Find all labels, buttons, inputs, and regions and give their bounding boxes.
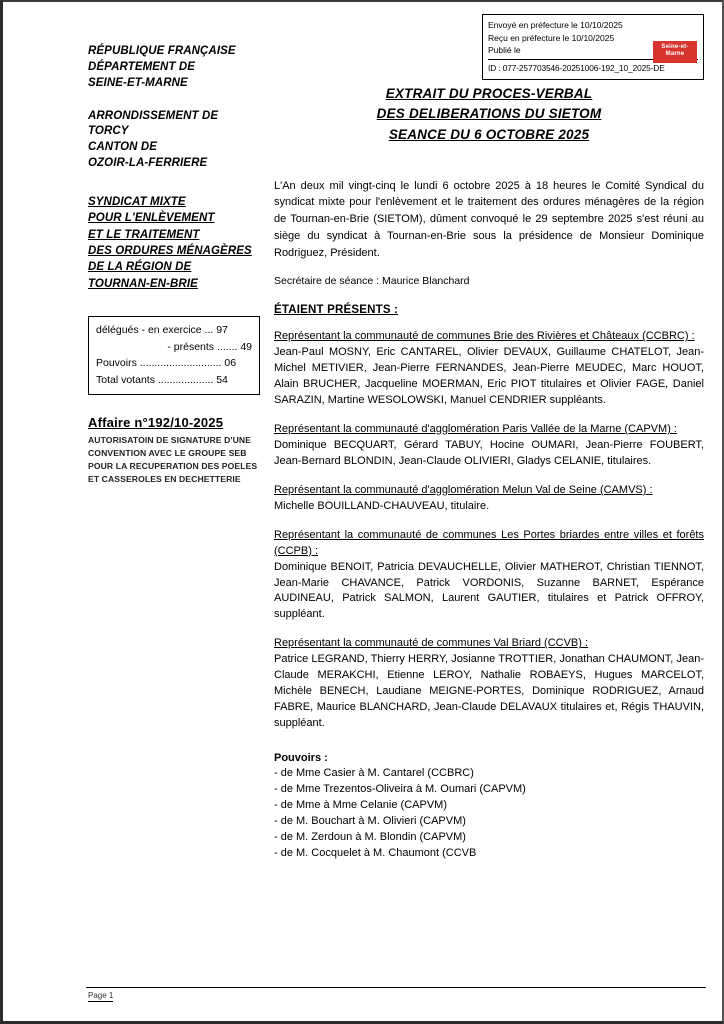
arrondissement-line-4: OZOIR-LA-FERRIERE (88, 157, 208, 170)
syndicat-line-6: TOURNAN-EN-BRIE (88, 277, 198, 290)
pouvoir-item: - de M. Bouchart à M. Olivieri (CAPVM) (274, 814, 466, 827)
delegues-en-exercice: délégués - en exercice ... 97 (96, 323, 228, 336)
arrondissement-header (88, 109, 273, 172)
delegues-presents: - présents ....... 49 (167, 340, 252, 353)
group-ccvb-members: Patrice LEGRAND, Thierry HERRY, Josianne TROTTIER, Jonathan CHAUMONT, Jean-Claude MERAKCHI, Etienne LEROY, Nathalie ROBAEYS, Hugues MARCELOT, Michèle BENECH, Laudiane MEIGNE-PORTES, Dominique RODRIGUEZ, Arnaud FABRE, Maurice BLANCHARD, Jean-Claude DELAVAUX titulaires et, Régis THAUVIN, suppléant. (274, 653, 704, 730)
group-ccpb-members: Dominique BENOIT, Patricia DEVAUCHELLE, Olivier MATHEROT, Christian TIENNOT, Jean-Marie CHAVANCE, Patrick VORDONIS, Suzanne BARNET, Espérance AUDINEAU, Patrick SALMON, Laurent GAUTIER, titulaires et Patrick OFFROY, suppléant. (274, 560, 704, 621)
page-number: Page 1 (88, 991, 114, 1000)
group-capvm-members: Dominique BECQUART, Gérard TABUY, Hocine OUMARI, Jean-Pierre FOUBERT, Jean-Bernard BLONDIN, Jean-Claude OLIVIERI, Gladys CELANIE, titulaires. (274, 438, 704, 467)
footer-divider (86, 987, 706, 988)
arrondissement-line-3: CANTON DE (88, 141, 158, 154)
seine-et-marne-logo: Seine-et-Marne (653, 41, 697, 63)
arrondissement-line-1: ARRONDISSEMENT DE (88, 109, 219, 122)
group-ccbrc (274, 329, 704, 409)
group-ccbrc-heading: Représentant la communauté de communes Brie des Rivières et Châteaux (CCBRC) : (274, 330, 695, 343)
group-capvm-heading: Représentant la communauté d'agglomération Paris Vallée de la Marne (CAPVM) : (274, 423, 677, 436)
left-column (88, 44, 273, 486)
pouvoir-item: - de Mme Trezentos-Oliveira à M. Oumari (CAPVM) (274, 782, 526, 795)
group-camvs-members: Michelle BOUILLAND-CHAUVEAU, titulaire. (274, 499, 490, 512)
group-ccbrc-members: Jean-Paul MOSNY, Eric CANTAREL, Olivier DEVAUX, Guillaume CHATELOT, Jean-Michel METIVIER, Jean-Pierre FERNANDES, Jean-Pierre MEUDEC, Marc HOUOT, Alain BRUCHER, Jacqueline MOERMAN, Eric PIOT titulaires et Olivier FAGE, Daniel SARAZIN, Martine WESOLOWSKI, Manuel CENDRIER suppléants. (274, 346, 704, 407)
document-title-line-2: DES DELIBERATIONS DU SIETOM (376, 106, 602, 122)
pouvoirs-heading: Pouvoirs : (274, 751, 328, 764)
pouvoir-item: - de M. Cocquelet à M. Chaumont (CCVB (274, 846, 477, 859)
syndicat-line-1: SYNDICAT MIXTE (88, 196, 186, 209)
delegues-total-votants: Total votants ................... 54 (96, 373, 228, 386)
arrondissement-line-2: TORCY (88, 125, 129, 138)
syndicat-block (88, 194, 273, 292)
document-title-line-1: EXTRAIT DU PROCES-VERBAL (385, 86, 593, 101)
intro-paragraph: L'An deux mil vingt-cinq le lundi 6 octobre 2025 à 18 heures le Comité Syndical du syndicat mixte pour l'enlèvement et le traitement des ordures ménagères de la région de Tournan-en-Brie (SIETOM), dûment convoqué le 29 septembre 2025 s'est réuni au siège du syndicat à Tournan-en-Brie sous la présidence de Monsieur Dominique Rodriguez, Président. (274, 179, 704, 259)
group-ccvb-heading: Représentant la communauté de communes Val Briard (CCVB) : (274, 637, 589, 650)
stamp-line-received: Reçu en préfecture le 10/10/2025 (488, 32, 615, 43)
group-camvs (274, 483, 704, 515)
group-ccpb (274, 528, 704, 624)
group-camvs-heading: Représentant la communauté d'agglomération Melun Val de Seine (CAMVS) : (274, 483, 653, 496)
delegues-box (88, 316, 260, 395)
syndicat-line-5: DE LA RÉGION DE (88, 261, 192, 274)
republic-line-2: DÉPARTEMENT DE (88, 60, 196, 73)
pouvoir-item: - de Mme à Mme Celanie (CAPVM) (274, 798, 447, 811)
republic-header (88, 44, 273, 92)
syndicat-line-3: ET LE TRAITEMENT (88, 228, 200, 241)
stamp-line-sent: Envoyé en préfecture le 10/10/2025 (488, 20, 623, 30)
document-title (274, 84, 704, 145)
group-capvm (274, 422, 704, 470)
prefecture-stamp (482, 14, 704, 80)
stamp-line-published: Publié le (488, 45, 521, 56)
secretary-line: Secrétaire de séance : Maurice Blanchard (274, 275, 470, 288)
stamp-id: ID : 077-257703546-20251006-192_10_2025-DE (488, 59, 698, 74)
affaire-subject: AUTORISATOIN DE SIGNATURE D'UNE CONVENTION AVEC LE GROUPE SEB POUR LA RECUPERATION DES POELES ET CASSEROLES EN DECHETTERIE (88, 435, 258, 484)
group-ccpb-heading: Représentant la communauté de communes Les Portes briardes entre villes et forêts (CCPB) : (274, 528, 704, 557)
syndicat-line-2: POUR L'ENLÈVEMENT (88, 212, 215, 225)
affaire-block (88, 415, 264, 486)
document-title-line-3: SEANCE DU 6 OCTOBRE 2025 (388, 126, 590, 142)
syndicat-line-4: DES ORDURES MÉNAGÈRES (88, 245, 252, 257)
republic-line-3: SEINE-ET-MARNE (88, 76, 188, 89)
pouvoir-item: - de M. Zerdoun à M. Blondin (CAPVM) (274, 830, 466, 843)
affaire-number: Affaire n°192/10-2025 (88, 415, 224, 431)
delegues-pouvoirs: Pouvoirs ............................ 06 (96, 357, 237, 370)
republic-line-1: RÉPUBLIQUE FRANÇAISE (88, 45, 236, 57)
right-column (274, 84, 704, 862)
presents-heading: ÉTAIENT PRÉSENTS : (274, 304, 399, 317)
pouvoirs-list (274, 766, 704, 862)
pouvoir-item: - de Mme Casier à M. Cantarel (CCBRC) (274, 766, 474, 779)
group-ccvb (274, 636, 704, 732)
